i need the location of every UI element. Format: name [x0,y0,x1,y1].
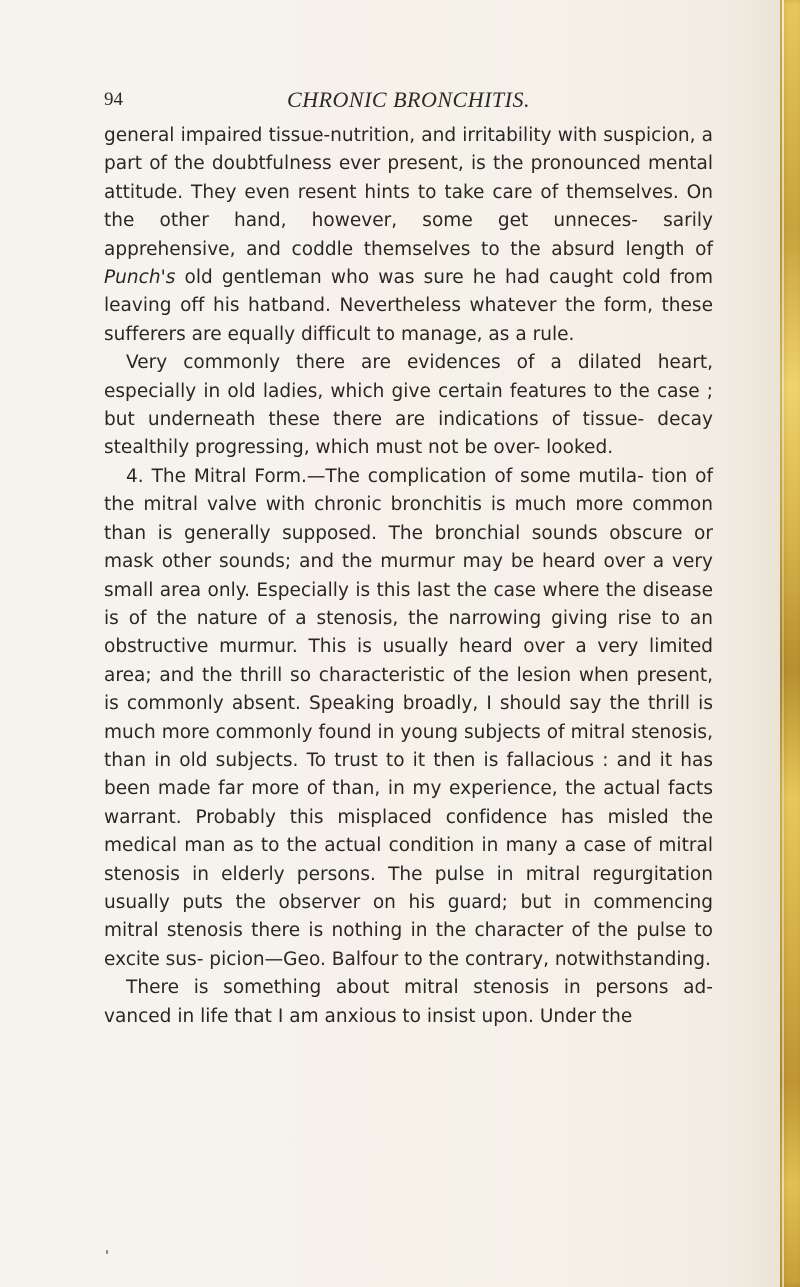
paragraph-1-end: old gentleman who was sure he had caught cold from leaving off his hatband. Nevertheless whatever the form, these sufferers are equally difficult to manage, as a rule. [104,267,713,345]
running-title: CHRONIC BRONCHITIS. [287,87,530,112]
page-header [104,82,713,118]
page-edge-highlight [782,0,784,1287]
paragraph-4: There is something about mitral stenosis in persons ad- vanced in life that I am anxious to insist upon. Under the [104,977,713,1027]
body-text [104,122,713,1031]
paragraph-1 [104,122,713,349]
page-number: 94 [104,89,123,110]
paper-speck [106,1250,108,1254]
punchs-italic: Punch's [104,267,176,289]
paragraph-1-start: general impaired tissue-nutrition, and irritability with suspicion, a part of the doubtfulness ever present, is the pronounced mental attitude. They even resent hints to take care of themselves. On the other hand, however, some get unneces- sarily apprehensive, and coddle themselves to the absurd length of [104,125,713,260]
paragraph-3-mitral-form: 4. The Mitral Form.—The complication of some mutila- tion of the mitral valve with chronic bronchitis is much more common than is generally supposed. The bronchial sounds obscure or mask other sounds; and the murmur may be heard over a very small area only. Especially is this last the case where the disease is of the nature of a stenosis, the narrowing giving rise to an obstructive murmur. This is usually heard over a very limited area; and the thrill so characteristic of the lesion when present, is commonly absent. Speaking broadly, I should say the thrill is much more commonly found in young subjects of mitral stenosis, than in old subjects. To trust to it then is fallacious : and it has been made far more of than, in my experience, the actual facts warrant. Probably this misplaced confidence has misled the medical man as to the actual condition in many a case of mitral stenosis in elderly persons. The pulse in mitral regurgitation usually puts the observer on his guard; but in commencing mitral stenosis there is nothing in the character of the pulse to excite sus- picion—Geo. Balfour to the contrary, notwithstanding. [104,465,713,970]
paragraph-2: Very commonly there are evidences of a dilated heart, especially in old ladies, which give certain features to the case ; but underneath these there are indications of tissue- decay stealthily progressing, which must not be over- looked. [104,352,713,459]
